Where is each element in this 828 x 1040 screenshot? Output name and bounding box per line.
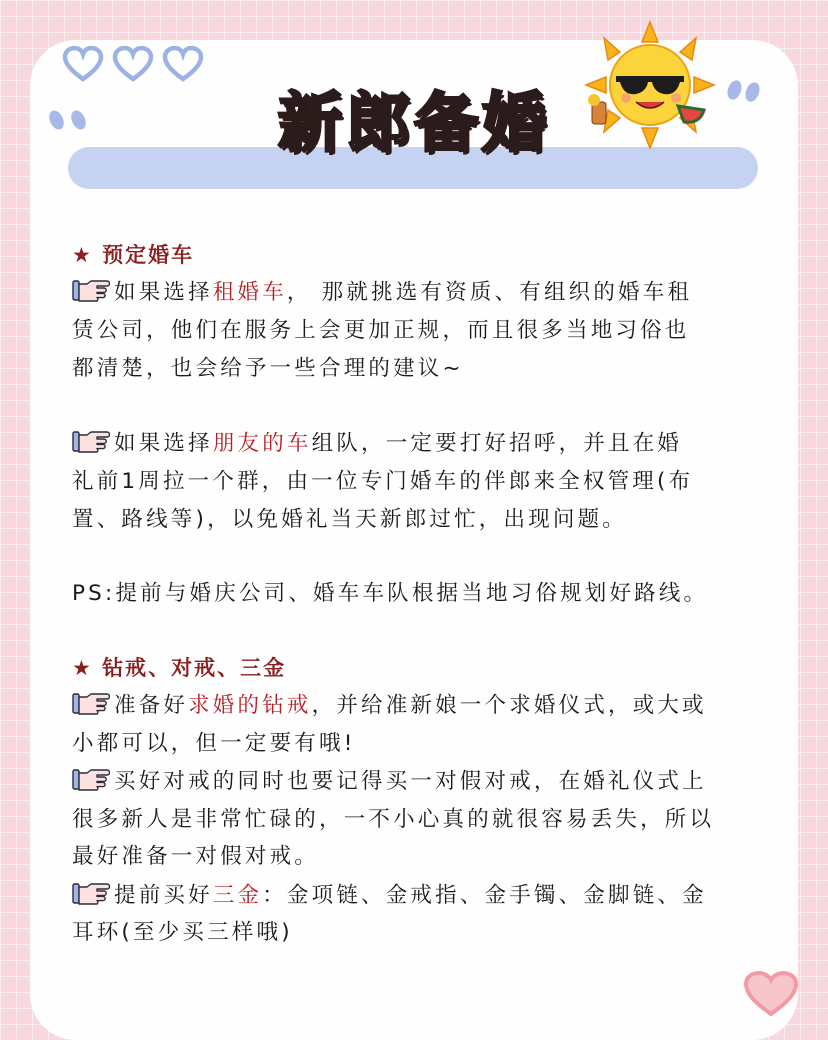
pointing-hand-icon [72,880,110,906]
paragraph-line: 准备好求婚的钻戒，并给准新娘一个求婚仪式，或大或 [72,690,762,721]
pointing-hand-icon [72,277,110,303]
section-heading-wedding-car: ★ 预定婚车 [72,243,195,267]
ps-note: PS:提前与婚庆公司、婚车车队根据当地习俗规划好路线。 [72,581,709,606]
paragraph-line: 买好对戒的同时也要记得买一对假对戒，在婚礼仪式上 [72,766,762,797]
pointing-hand-icon [72,428,110,454]
paragraph-line: 如果选择租婚车， 那就挑选有资质、有组织的婚车租 [72,277,762,308]
pointing-hand-icon [72,766,110,792]
paragraph-line: 礼前1周拉一个群，由一位专门婚车的伴郎来全权管理(布 [72,469,694,494]
paragraph-line: 提前买好三金：金项链、金戒指、金手镯、金脚链、金 [72,880,762,911]
paragraph-line: 小都可以，但一定要有哦! [72,731,356,756]
paragraph-line: 置、路线等)，以免婚礼当天新郎过忙，出现问题。 [72,507,627,532]
paragraph-line: 如果选择朋友的车组队，一定要打好招呼，并且在婚 [72,428,762,459]
page-title: 新郎备婚 [278,87,550,161]
paragraph-line: 赁公司，他们在服务上会更加正规，而且很多当地习俗也 [72,318,690,343]
paragraph-line: 耳环(至少买三样哦) [72,920,293,945]
heart-icon [742,970,800,1016]
paragraph-line: 都清楚，也会给予一些合理的建议~ [72,356,464,381]
pointing-hand-icon [72,690,110,716]
paragraph-line: 最好准备一对假对戒。 [72,844,320,869]
section-heading-rings: ★ 钻戒、对戒、三金 [72,656,287,680]
paragraph-line: 很多新人是非常忙碌的，一不小心真的就很容易丢失，所以 [72,807,715,832]
